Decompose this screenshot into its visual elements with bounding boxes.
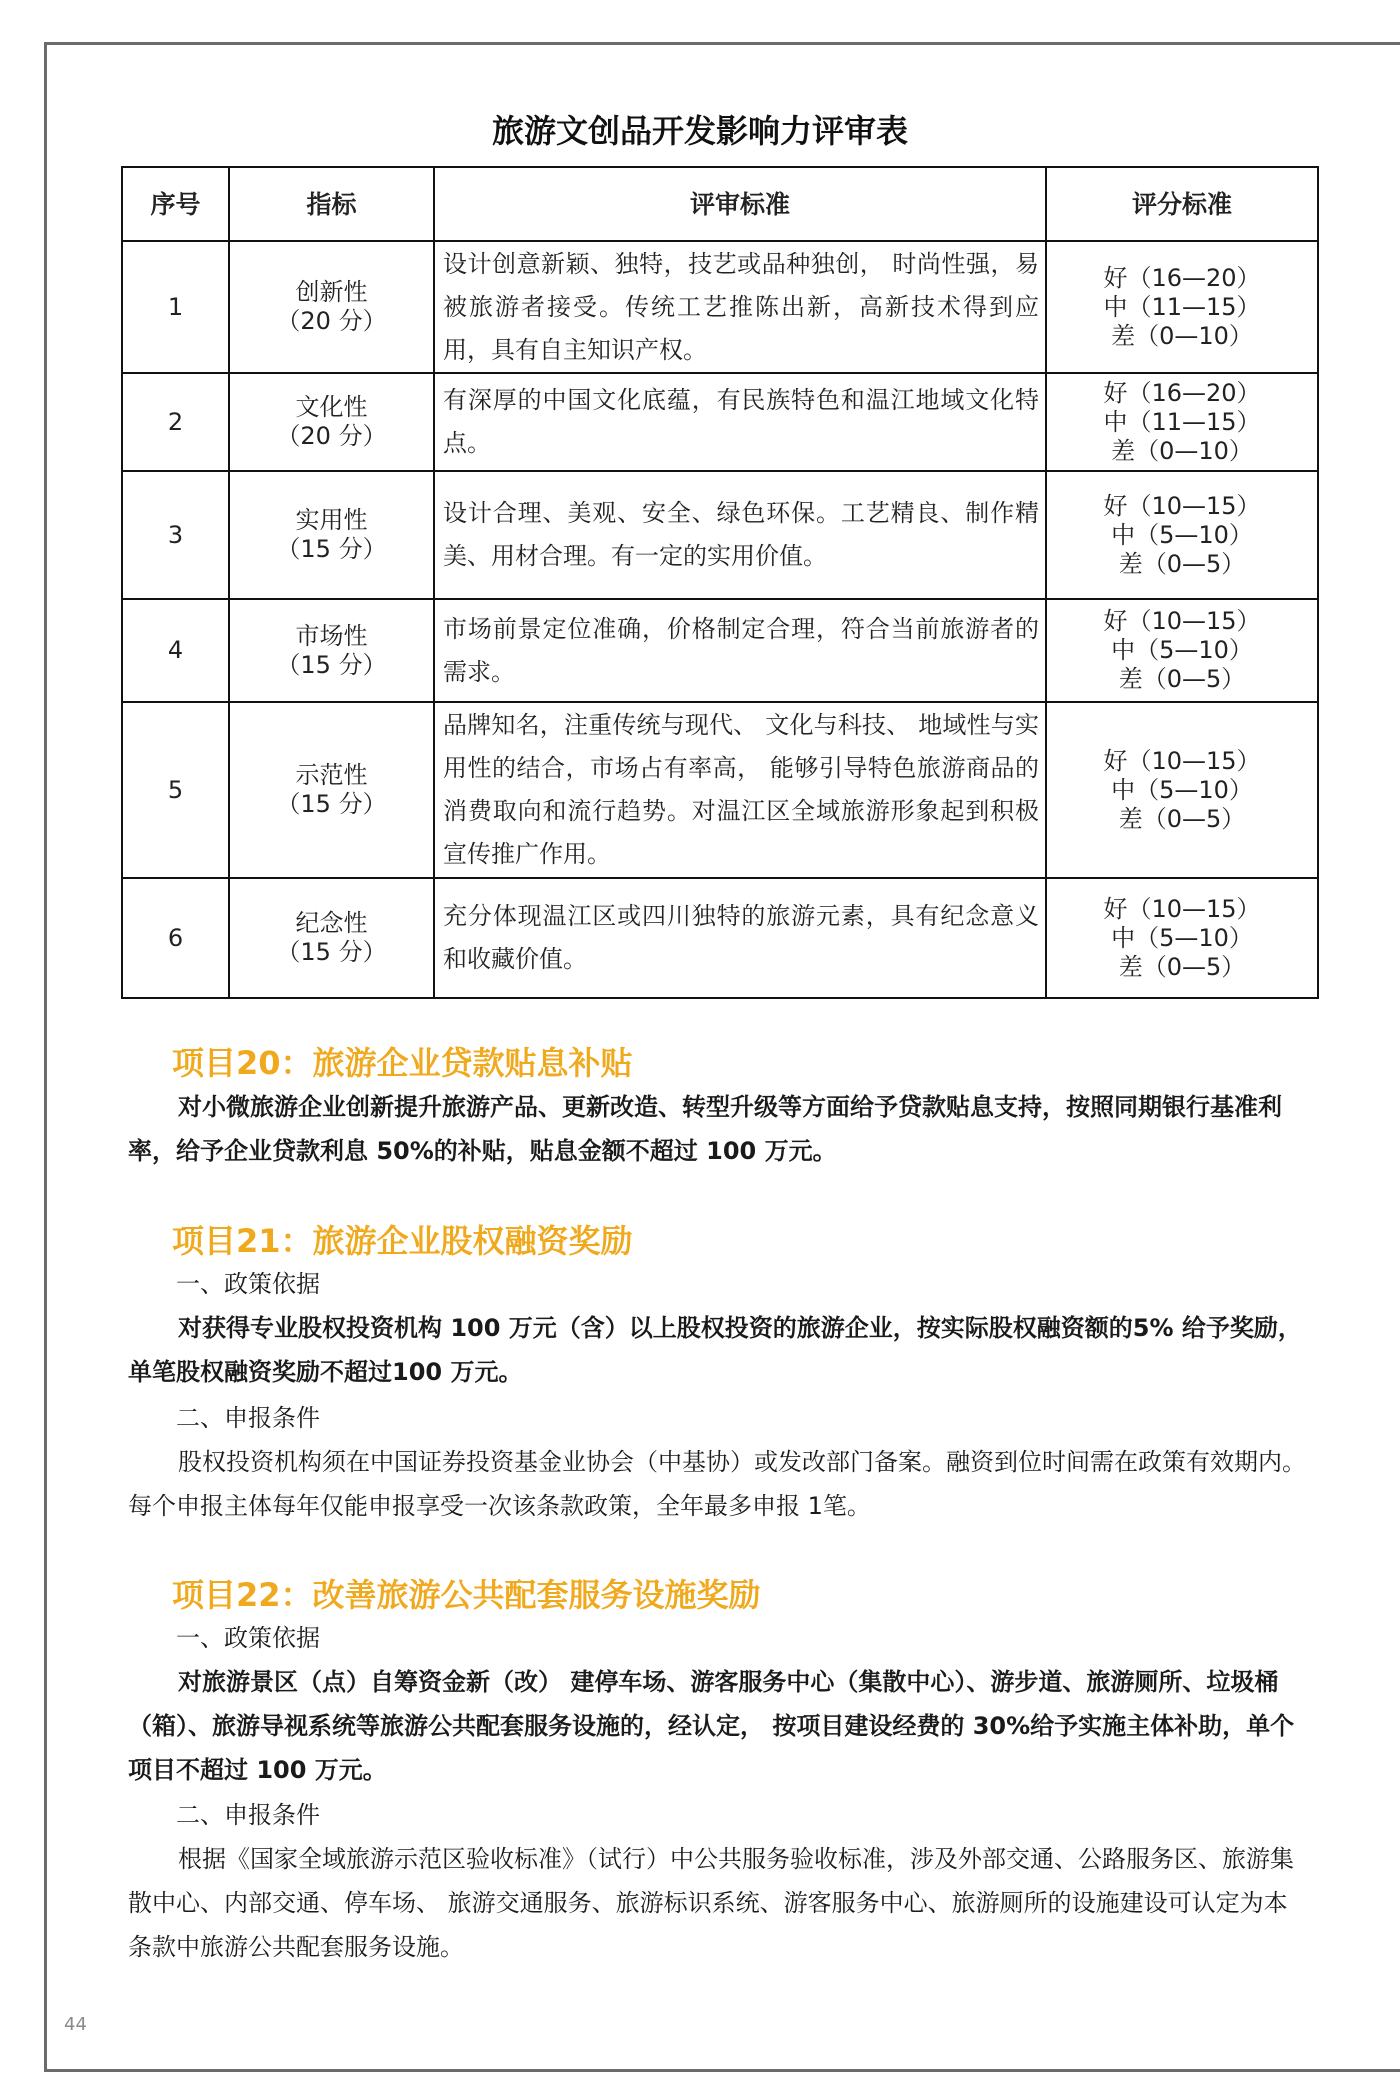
indicator-name: 实用性 bbox=[295, 506, 368, 534]
row-criteria: 充分体现温江区或四川独特的旅游元素，具有纪念意义和收藏价值。 bbox=[434, 878, 1046, 998]
indicator-points: （20 分） bbox=[276, 307, 387, 335]
score-poor: 差（0—10） bbox=[1111, 321, 1253, 350]
row-number: 2 bbox=[122, 373, 229, 471]
table-row bbox=[122, 241, 1318, 373]
table-row bbox=[122, 471, 1318, 599]
score-good: 好（16—20） bbox=[1103, 263, 1261, 292]
indicator-points: （15 分） bbox=[276, 535, 387, 563]
row-indicator bbox=[229, 599, 434, 702]
table-header-row bbox=[122, 167, 1318, 241]
score-poor: 差（0—5） bbox=[1118, 549, 1246, 578]
item21-subheading-basis: 一、政策依据 bbox=[176, 1270, 320, 1298]
item22-subheading-basis: 一、政策依据 bbox=[176, 1624, 320, 1652]
evaluation-table bbox=[121, 166, 1319, 999]
score-good: 好（10—15） bbox=[1103, 607, 1261, 635]
row-indicator bbox=[229, 878, 434, 998]
row-scores bbox=[1046, 241, 1318, 373]
indicator-points: （15 分） bbox=[276, 938, 387, 966]
row-number: 1 bbox=[122, 241, 229, 373]
header-scoring: 评分标准 bbox=[1046, 167, 1318, 241]
indicator-name: 文化性 bbox=[295, 393, 368, 421]
indicator-points: （20 分） bbox=[276, 422, 387, 450]
indicator-name: 创新性 bbox=[295, 278, 368, 306]
indicator-name: 示范性 bbox=[295, 761, 368, 789]
row-criteria: 设计合理、美观、安全、绿色环保。工艺精良、制作精美、用材合理。有一定的实用价值。 bbox=[434, 471, 1046, 599]
table-row bbox=[122, 702, 1318, 878]
score-poor: 差（0—10） bbox=[1111, 436, 1253, 465]
score-medium: 中（5—10） bbox=[1111, 923, 1253, 952]
score-good: 好（10—15） bbox=[1103, 746, 1261, 775]
row-number: 3 bbox=[122, 471, 229, 599]
header-indicator: 指标 bbox=[229, 167, 434, 241]
score-medium: 中（5—10） bbox=[1111, 520, 1253, 549]
indicator-name: 纪念性 bbox=[295, 909, 368, 937]
indicator-points: （15 分） bbox=[276, 790, 387, 818]
item20-heading: 项目20：旅游企业贷款贴息补贴 bbox=[172, 1044, 633, 1082]
indicator-points: （15 分） bbox=[276, 650, 387, 679]
row-criteria: 设计创意新颖、独特，技艺或品种独创， 时尚性强，易被旅游者接受。传统工艺推陈出新，高新技术得到应用，具有自主知识产权。 bbox=[434, 241, 1046, 373]
row-scores bbox=[1046, 702, 1318, 878]
score-good: 好（10—15） bbox=[1103, 894, 1261, 923]
header-no: 序号 bbox=[122, 167, 229, 241]
row-indicator bbox=[229, 241, 434, 373]
row-indicator bbox=[229, 471, 434, 599]
row-scores bbox=[1046, 599, 1318, 702]
score-poor: 差（0—5） bbox=[1118, 952, 1246, 981]
item21-subheading-conditions: 二、申报条件 bbox=[176, 1404, 320, 1432]
header-criteria: 评审标准 bbox=[434, 167, 1046, 241]
item21-heading: 项目21：旅游企业股权融资奖励 bbox=[172, 1222, 633, 1260]
row-number: 6 bbox=[122, 878, 229, 998]
item22-conditions-body: 根据《国家全域旅游示范区验收标准》（试行）中公共服务验收标准，涉及外部交通、公路服务区、旅游集散中心、内部交通、停车场、 旅游交通服务、旅游标识系统、游客服务中心、旅游厕所的设施建设可认定为本条款中旅游公共配套服务设施。 bbox=[128, 1845, 1294, 1961]
score-medium: 中（11—15） bbox=[1103, 292, 1261, 321]
score-poor: 差（0—5） bbox=[1118, 804, 1246, 833]
page-title: 旅游文创品开发影响力评审表 bbox=[491, 112, 908, 150]
item22-subheading-conditions: 二、申报条件 bbox=[176, 1801, 320, 1829]
row-indicator bbox=[229, 702, 434, 878]
row-scores bbox=[1046, 878, 1318, 998]
table-row bbox=[122, 599, 1318, 702]
row-number: 5 bbox=[122, 702, 229, 878]
score-poor: 差（0—5） bbox=[1118, 665, 1246, 693]
table-row bbox=[122, 373, 1318, 471]
item20-body: 对小微旅游企业创新提升旅游产品、更新改造、转型升级等方面给予贷款贴息支持，按照同期银行基准利率，给予企业贷款利息 50%的补贴，贴息金额不超过 100 万元。 bbox=[128, 1093, 1282, 1165]
row-indicator bbox=[229, 373, 434, 471]
item21-conditions-body: 股权投资机构须在中国证券投资基金业协会（中基协）或发改部门备案。融资到位时间需在政策有效期内。每个申报主体每年仅能申报享受一次该条款政策，全年最多申报 1笔。 bbox=[128, 1448, 1306, 1520]
score-good: 好（10—15） bbox=[1103, 491, 1261, 520]
row-number: 4 bbox=[122, 599, 229, 702]
table-row bbox=[122, 878, 1318, 998]
row-criteria: 品牌知名，注重传统与现代、 文化与科技、 地域性与实用性的结合，市场占有率高， 能够引导特色旅游商品的消费取向和流行趋势。对温江区全域旅游形象起到积极宣传推广作用。 bbox=[434, 702, 1046, 878]
page-number: 44 bbox=[64, 2014, 87, 2035]
row-scores bbox=[1046, 471, 1318, 599]
row-scores bbox=[1046, 373, 1318, 471]
score-good: 好（16—20） bbox=[1103, 378, 1261, 407]
item22-heading: 项目22：改善旅游公共配套服务设施奖励 bbox=[172, 1576, 761, 1614]
row-criteria: 有深厚的中国文化底蕴，有民族特色和温江地域文化特点。 bbox=[434, 373, 1046, 471]
indicator-name: 市场性 bbox=[295, 621, 368, 650]
row-criteria: 市场前景定位准确，价格制定合理，符合当前旅游者的需求。 bbox=[434, 599, 1046, 702]
item22-basis-body: 对旅游景区（点）自筹资金新（改） 建停车场、游客服务中心（集散中心）、游步道、旅游厕所、垃圾桶（箱）、旅游导视系统等旅游公共配套服务设施的，经认定， 按项目建设经费的 30%给予实施主体补助，单个项目不超过 100 万元。 bbox=[128, 1668, 1295, 1784]
score-medium: 中（5—10） bbox=[1111, 636, 1253, 664]
score-medium: 中（5—10） bbox=[1111, 775, 1253, 804]
item21-basis-body: 对获得专业股权投资机构 100 万元（含）以上股权投资的旅游企业，按实际股权融资额的5% 给予奖励，单笔股权融资奖励不超过100 万元。 bbox=[128, 1314, 1302, 1386]
score-medium: 中（11—15） bbox=[1103, 407, 1261, 436]
